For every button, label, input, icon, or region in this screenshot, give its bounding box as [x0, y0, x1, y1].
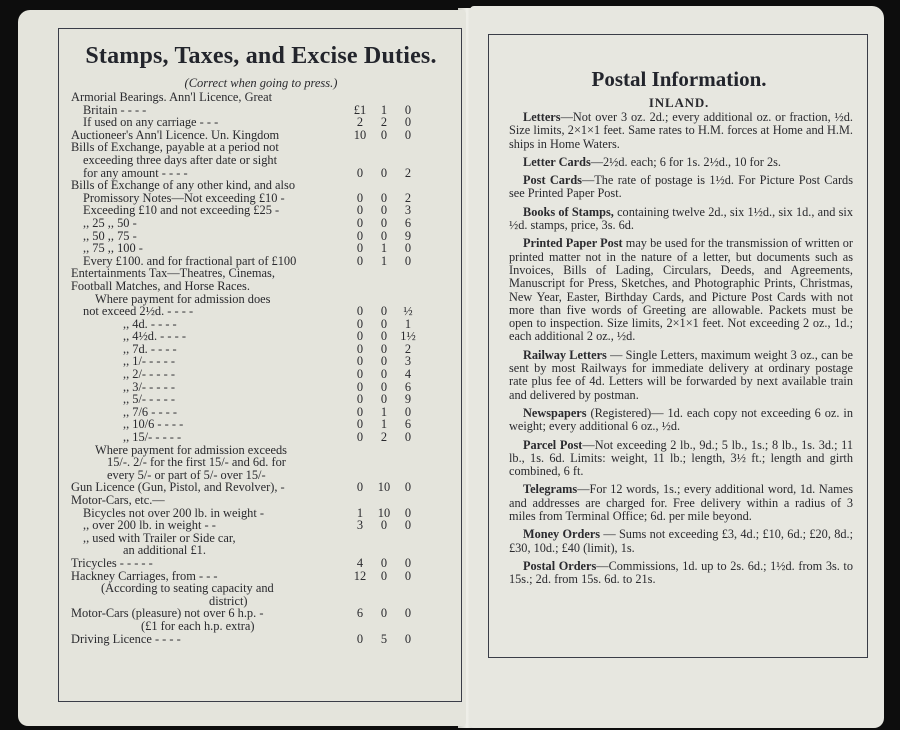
postal-paragraph — [509, 174, 853, 201]
duty-description: 15/-. 2/- for the first 15/- and 6d. for — [107, 455, 286, 470]
duty-description: Gun Licence (Gun, Pistol, and Revolver), - — [71, 480, 285, 495]
postal-paragraph — [509, 560, 853, 587]
duties-table — [59, 91, 463, 645]
duty-row — [59, 154, 463, 167]
duty-pence: 0 — [404, 430, 412, 445]
duty-description: ,, 1/- - - - - — [123, 354, 175, 369]
duty-shillings: 2 — [380, 430, 388, 445]
duty-row — [59, 355, 463, 368]
duty-description: Football Matches, and Horse Races. — [71, 278, 250, 293]
postal-heading: Telegrams — [523, 482, 578, 497]
duty-pounds: 4 — [356, 555, 364, 570]
duty-row — [59, 343, 463, 356]
duty-shillings: 2 — [380, 115, 388, 130]
duty-shillings: 0 — [380, 329, 388, 344]
duty-description: ,, 10/6 - - - - — [123, 417, 184, 432]
duty-row — [59, 242, 463, 255]
duty-pounds: 0 — [356, 341, 364, 356]
duty-row — [59, 620, 463, 633]
postal-info-body — [509, 111, 853, 592]
duty-row — [59, 532, 463, 545]
duty-pounds: £1 — [353, 102, 367, 117]
duty-description: If used on any carriage - - - — [83, 115, 219, 130]
duty-description: ,, 15/- - - - - — [123, 430, 182, 445]
duty-pounds: 0 — [356, 367, 364, 382]
duty-description: ,, 5/- - - - - — [123, 392, 175, 407]
postal-text: may be used for the transmission of written or printed matter not in the nature of a letter, but documents such as Invoices, Bills of Lading, Circulars, Deeds, and Agreements, Manuscript for Press, Sketches, and Photographic Prints, Christmas, New Year, Easter, Birthday Cards, and Picture Post Cards with not more than five words of Greeting are allowable. Packets must be open to inspection. Size limits, 2×1×1 feet. Not exceeding 2 oz., 1d.; each additional 2 oz., ½d. — [509, 236, 853, 344]
duty-pounds: 0 — [356, 203, 364, 218]
duty-description: Every £100. and for fractional part of £100 — [83, 253, 297, 268]
duty-pence: 3 — [404, 354, 412, 369]
duty-pounds: 3 — [356, 518, 364, 533]
duty-pounds: 0 — [356, 404, 364, 419]
duty-pounds: 6 — [356, 606, 364, 621]
right-page-border — [488, 34, 868, 658]
duty-pence: 0 — [404, 518, 412, 533]
duty-description: Auctioneer's Ann'l Licence. Un. Kingdom — [71, 127, 280, 142]
duty-shillings: 1 — [380, 241, 388, 256]
duty-row — [59, 116, 463, 129]
duty-pence: 2 — [404, 190, 412, 205]
postal-paragraph — [509, 349, 853, 402]
duty-pence: 0 — [404, 127, 412, 142]
duty-description: ,, 3/- - - - - — [123, 379, 175, 394]
postal-text: —The rate of postage is 1½d. For Picture Post Cards see Printed Paper Post. — [509, 173, 853, 201]
duty-shillings: 1 — [380, 102, 388, 117]
duty-pence: 0 — [404, 404, 412, 419]
duty-row — [59, 519, 463, 532]
left-page — [18, 10, 466, 726]
duty-description: ,, 4d. - - - - — [123, 316, 177, 331]
duty-pounds: 10 — [353, 127, 367, 142]
postal-paragraph — [509, 111, 853, 151]
duty-pounds: 0 — [356, 379, 364, 394]
duty-pounds: 0 — [356, 228, 364, 243]
duty-shillings: 0 — [380, 518, 388, 533]
duty-shillings: 0 — [380, 555, 388, 570]
postal-heading: Money Orders — [523, 527, 601, 542]
duty-pounds: 0 — [356, 417, 364, 432]
duty-description: ,, 7d. - - - - — [123, 341, 177, 356]
duty-row — [59, 582, 463, 595]
duty-description: Where payment for admission exceeds — [95, 442, 287, 457]
postal-heading: Newspapers — [523, 405, 587, 420]
duty-pounds: 0 — [356, 316, 364, 331]
duty-pence: 9 — [404, 392, 412, 407]
left-page-title: Stamps, Taxes, and Excise Duties. — [85, 43, 437, 69]
postal-text: —Not over 3 oz. 2d.; every additional oz. or fraction, ½d. Size limits, 2×1×1 feet. Same rates to H.M. forces at Home and H.M. ships in Home Waters. — [509, 110, 853, 151]
duty-shillings: 0 — [380, 568, 388, 583]
duty-pence: 0 — [404, 115, 412, 130]
duty-description: Where payment for admission does — [95, 291, 271, 306]
duty-row — [59, 217, 463, 230]
duty-pounds: 0 — [356, 392, 364, 407]
duty-shillings: 0 — [380, 304, 388, 319]
duty-pounds: 0 — [356, 165, 364, 180]
duty-description: Bills of Exchange, payable at a period not — [71, 140, 279, 155]
postal-text: —Not exceeding 2 lb., 9d.; 5 lb., 1s.; 8 lb., 1s. 3d.; 11 lb., 1s. 6d. Limits: weight, 11 lb.; length, 3½ ft.; length and girth combined, 6 ft. — [509, 437, 853, 479]
duty-row — [59, 330, 463, 343]
right-page-title: Postal Information. — [591, 67, 767, 91]
duty-shillings: 0 — [380, 341, 388, 356]
postal-text: — Single Letters, maximum weight 3 oz., can be sent by most Railways for immediate delivery at ordinary postage rate plus fee of 4d. Letters will be forwarded by next available train and delivered by postman. — [509, 347, 854, 402]
postal-heading: Parcel Post — [523, 437, 583, 452]
duty-pounds: 0 — [356, 241, 364, 256]
duty-row — [59, 456, 463, 469]
duty-pence: 2 — [404, 165, 412, 180]
duty-description: an additional £1. — [123, 543, 206, 558]
postal-heading: Letter Cards — [523, 154, 591, 169]
duty-pence: 0 — [404, 102, 412, 117]
postal-paragraph — [509, 156, 853, 169]
duty-pence: 0 — [404, 606, 412, 621]
duty-shillings: 0 — [380, 165, 388, 180]
postal-heading: Books of Stamps, — [523, 204, 614, 219]
postal-paragraph — [509, 528, 853, 555]
postal-paragraph — [509, 439, 853, 479]
duty-pence: 0 — [404, 555, 412, 570]
postal-text: —For 12 words, 1s.; every additional word, 1d. Names and addresses are charged for. Free delivery within a radius of 3 miles from Terminal Office; 6d. per mile beyond. — [509, 482, 853, 524]
duty-description: ,, 4½d. - - - - — [123, 329, 186, 344]
postal-text: —2½d. each; 6 for 1s. 2½d., 10 for 2s. — [590, 154, 781, 169]
duty-description: (£1 for each h.p. extra) — [141, 618, 255, 633]
duty-description: Promissory Notes—Not exceeding £10 - — [83, 190, 285, 205]
duty-shillings: 0 — [380, 606, 388, 621]
duty-pounds: 0 — [356, 631, 364, 646]
duty-shillings: 0 — [380, 316, 388, 331]
duty-shillings: 0 — [380, 190, 388, 205]
postal-paragraph — [509, 237, 853, 343]
duty-description: Motor-Cars, etc.— — [71, 493, 165, 507]
postal-heading: Postal Orders — [523, 558, 597, 573]
duty-shillings: 0 — [380, 203, 388, 218]
postal-text: (Registered)— 1d. each copy not exceeding 6 oz. in weight; every additional 6 oz., ½d. — [509, 405, 853, 434]
duty-pence: 3 — [404, 203, 412, 218]
duty-description: ,, over 200 lb. in weight - - — [83, 518, 216, 533]
duty-pounds: 1 — [356, 505, 364, 520]
postal-text: containing twelve 2d., six 1½d., six 1d., and six ½d. stamps, price, 3s. 6d. — [509, 204, 853, 233]
postal-paragraph — [509, 206, 853, 233]
duty-description: ,, 7/6 - - - - — [123, 404, 178, 419]
duty-description: Tricycles - - - - - — [71, 555, 153, 570]
duty-shillings: 1 — [380, 253, 388, 268]
duty-description: not exceed 2½d. - - - - — [83, 304, 194, 319]
right-page-subtitle: INLAND. — [648, 95, 710, 110]
duty-shillings: 0 — [380, 392, 388, 407]
duty-description: Bills of Exchange of any other kind, and also — [71, 178, 296, 193]
right-page — [470, 6, 884, 728]
duty-row — [59, 368, 463, 381]
postal-heading: Post Cards — [523, 173, 582, 188]
duty-shillings: 10 — [377, 505, 391, 520]
duty-pounds: 0 — [356, 215, 364, 230]
duty-description: ,, 75 ,, 100 - — [83, 241, 143, 256]
duty-shillings: 0 — [380, 228, 388, 243]
postal-text: — Sums not exceeding £3, 4d.; £10, 6d.; £20, 8d.; £30, 10d.; £40 (limit), 1s. — [509, 527, 853, 555]
duty-pounds: 0 — [356, 329, 364, 344]
duty-shillings: 0 — [380, 354, 388, 369]
duty-row — [59, 179, 463, 192]
duty-description: for any amount - - - - — [83, 165, 188, 180]
left-page-border — [58, 28, 462, 702]
duty-row — [59, 305, 463, 318]
duty-pounds: 0 — [356, 304, 364, 319]
duty-row — [59, 633, 463, 646]
duty-row — [59, 406, 463, 419]
duty-pounds: 12 — [353, 568, 367, 583]
duty-row — [59, 280, 463, 293]
duty-pounds: 0 — [356, 354, 364, 369]
duty-pence: 0 — [404, 505, 412, 520]
duty-shillings: 0 — [380, 367, 388, 382]
duty-row — [59, 91, 463, 104]
duty-pence: 6 — [404, 215, 412, 230]
duty-description: ,, 25 ,, 50 - — [83, 215, 137, 230]
duty-shillings: 0 — [380, 215, 388, 230]
duty-description: ,, used with Trailer or Side car, — [83, 530, 236, 545]
postal-heading: Letters — [523, 110, 561, 124]
duty-pence: 1 — [404, 316, 412, 331]
duty-description: ,, 50 ,, 75 - — [83, 228, 137, 243]
duty-shillings: 1 — [380, 417, 388, 432]
left-page-subtitle: (Correct when going to press.) — [184, 76, 338, 90]
duty-shillings: 5 — [380, 631, 388, 646]
duty-description: Hackney Carriages, from - - - — [71, 568, 218, 583]
duty-description: Britain - - - - — [83, 102, 147, 117]
duty-row — [59, 418, 463, 431]
duty-row — [59, 494, 463, 507]
duty-description: Bicycles not over 200 lb. in weight - — [83, 505, 265, 520]
duty-pence: 4 — [404, 367, 412, 382]
duty-shillings: 10 — [377, 480, 391, 495]
duty-pounds: 0 — [356, 190, 364, 205]
duty-pence: 1½ — [400, 329, 416, 344]
duty-description: every 5/- or part of 5/- over 15/- — [107, 467, 266, 482]
duty-row — [59, 557, 463, 570]
duty-description: Armorial Bearings. Ann'l Licence, Great — [71, 90, 273, 104]
duty-description: Entertainments Tax—Theatres, Cinemas, — [71, 266, 275, 281]
duty-pence: 0 — [404, 568, 412, 583]
postal-paragraph — [509, 407, 853, 434]
duty-pence: 0 — [404, 480, 412, 495]
duty-description: exceeding three days after date or sight — [83, 152, 278, 167]
duty-row — [59, 431, 463, 444]
duty-shillings: 1 — [380, 404, 388, 419]
duty-pence: 6 — [404, 417, 412, 432]
duty-shillings: 0 — [380, 379, 388, 394]
duty-description: Motor-Cars (pleasure) not over 6 h.p. - — [71, 606, 264, 621]
duty-pence: 9 — [404, 228, 412, 243]
duty-pounds: 0 — [356, 430, 364, 445]
duty-description: district) — [209, 593, 248, 608]
duty-pence: ½ — [403, 304, 413, 319]
duty-pence: 2 — [404, 341, 412, 356]
duty-pence: 0 — [404, 631, 412, 646]
duty-shillings: 0 — [380, 127, 388, 142]
duty-description: (According to seating capacity and — [101, 581, 274, 596]
duty-row — [59, 607, 463, 620]
postal-heading: Printed Paper Post — [523, 236, 623, 251]
postal-paragraph — [509, 483, 853, 523]
duty-row — [59, 393, 463, 406]
duty-pence: 0 — [404, 241, 412, 256]
duty-pounds: 0 — [356, 480, 364, 495]
duty-pence: 0 — [404, 253, 412, 268]
postal-text: —Commissions, 1d. up to 2s. 6d.; 1½d. from 3s. to 15s.; 2d. from 15s. 6d. to 21s. — [509, 558, 853, 587]
duty-pence: 6 — [404, 379, 412, 394]
duty-description: Driving Licence - - - - — [71, 631, 181, 646]
duty-row — [59, 381, 463, 394]
duty-pounds: 2 — [356, 115, 364, 130]
duty-description: ,, 2/- - - - - — [123, 367, 175, 382]
postal-heading: Railway Letters — [523, 347, 607, 362]
duty-description: Exceeding £10 and not exceeding £25 - — [83, 203, 280, 218]
duty-pounds: 0 — [356, 253, 364, 268]
